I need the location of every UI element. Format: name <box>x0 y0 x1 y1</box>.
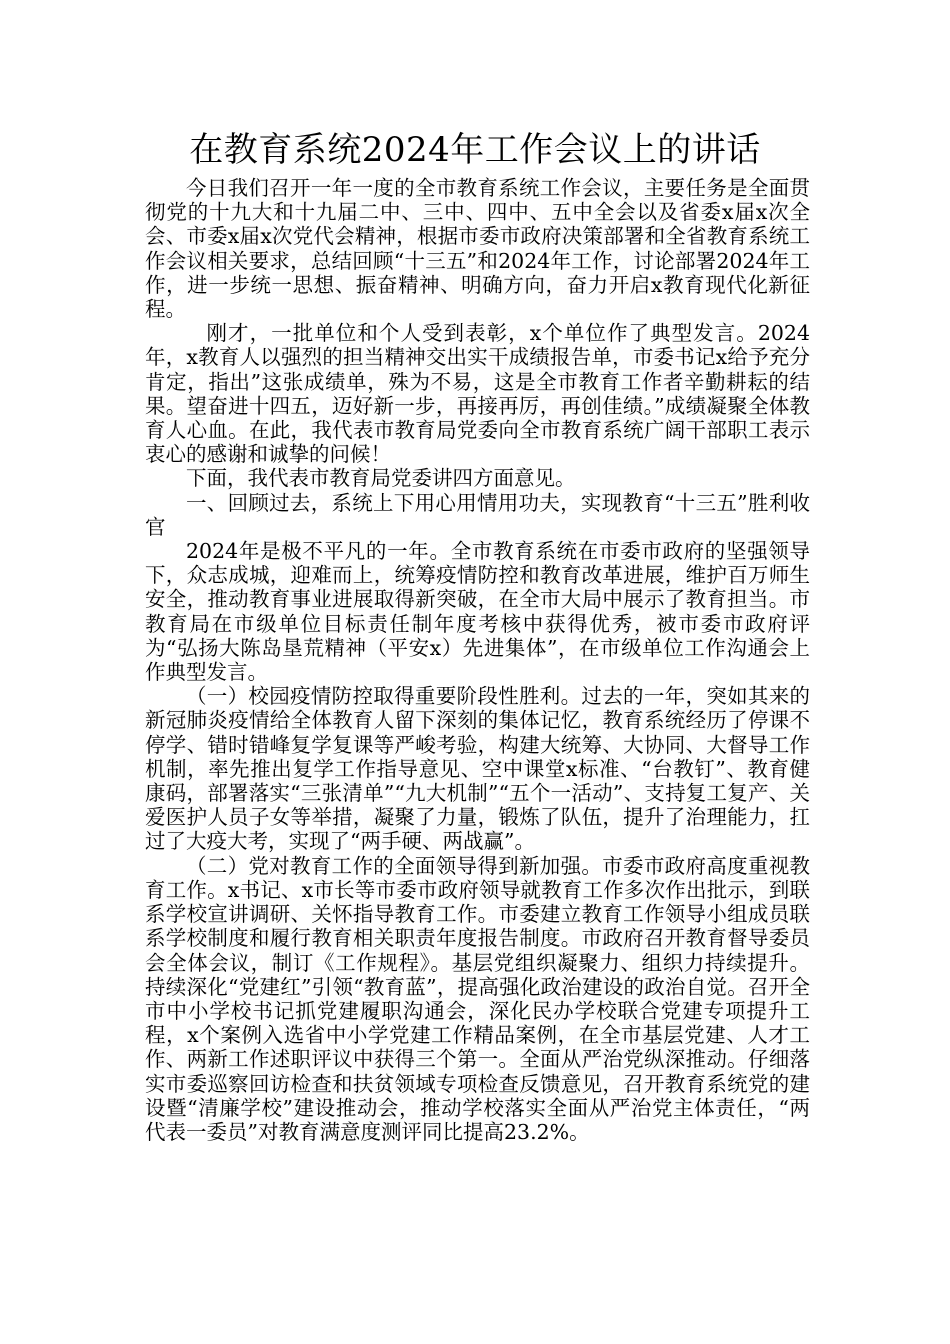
document-body <box>145 176 810 1144</box>
paragraph-outline: 下面，我代表市教育局党委讲四方面意见。 <box>186 466 576 491</box>
paragraph-opening: 今日我们召开一年一度的全市教育系统工作会议，主要任务是全面贯彻党的十九大和十九届二中、三中、四中、五中全会以及省委x届x次全会、市委x届x次党代会精神，根据市委市政府决策部署和全省教育系统工作会议相关要求，总结回顾“十三五”和2024年工作，讨论部署2024年工作，进一步统一思想、振奋精神、明确方向，奋力开启x教育现代化新征程。 <box>145 176 810 322</box>
paragraph-commendation: 刚才，一批单位和个人受到表彰，x个单位作了典型发言。2024年，x教育人以强烈的担当精神交出实干成绩报告单，市委书记x给予充分肯定，指出”这张成绩单，殊为不易，这是全市教育工作者辛勤耕耘的结果。望奋进十四五，迈好新一步，再接再厉，再创佳绩。”成绩凝聚全体教育人心血。在此，我代表市教育局党委向全市教育系统广阔干部职工表示衷心的感谢和诚挚的问候！ <box>145 321 810 467</box>
paragraph-party-leadership: （二）党对教育工作的全面领导得到新加强。市委市政府高度重视教育工作。x书记、x市长等市委市政府领导就教育工作多次作出批示，到联系学校宣讲调研、关怀指导教育工作。市委建立教育工作领导小组成员联系学校制度和履行教育相关职责年度报告制度。市政府召开教育督导委员会全体会议，制订《工作规程》。基层党组织凝聚力、组织力持续提升。持续深化“党建红”引领“教育蓝”，提高强化政治建设的政治自觉。召开全市中小学校书记抓党建履职沟通会，深化民办学校联合党建专项提升工程，x个案例入选省中小学党建工作精品案例，在全市基层党建、人才工作、两新工作述职评议中获得三个第一。全面从严治党纵深推动。仔细落实市委巡察回访检查和扶贫领域专项检查反馈意见，召开教育系统党的建设暨“清廉学校”建设推动会，推动学校落实全面从严治党主体责任，“两代表一委员”对教育满意度测评同比提高23.2%。 <box>145 853 810 1144</box>
document-title: 在教育系统2024年工作会议上的讲话 <box>189 130 761 170</box>
paragraph-2024-review: 2024年是极不平凡的一年。全市教育系统在市委市政府的坚强领导下，众志成城，迎难而上，统筹疫情防控和教育改革进展，维护百万师生安全，推动教育事业进展取得新突破，在全市大局中展示了教育担当。市教育局在市级单位目标责任制年度考核中获得优秀，被市委市政府评为“弘扬大陈岛垦荒精神（平安x）先进集体”，在市级单位工作沟通会上作典型发言。 <box>145 539 810 685</box>
paragraph-epidemic-control: （一）校园疫情防控取得重要阶段性胜利。过去的一年，突如其来的新冠肺炎疫情给全体教育人留下深刻的集体记忆，教育系统经历了停课不停学、错时错峰复学复课等严峻考验，构建大统筹、大协同、大督导工作机制，率先推出复学工作指导意见、空中课堂x标准、“台教钉”、教育健康码，部署落实“三张清单”“九大机制”“五个一活动”、支持复工复产、关爱医护人员子女等举措，凝聚了力量，锻炼了队伍，提升了治理能力，扛过了大疫大考，实现了“两手硬、两战赢”。 <box>145 684 810 854</box>
section-heading-1: 一、回顾过去，系统上下用心用情用功夫，实现教育“十三五”胜利收官 <box>145 490 810 539</box>
